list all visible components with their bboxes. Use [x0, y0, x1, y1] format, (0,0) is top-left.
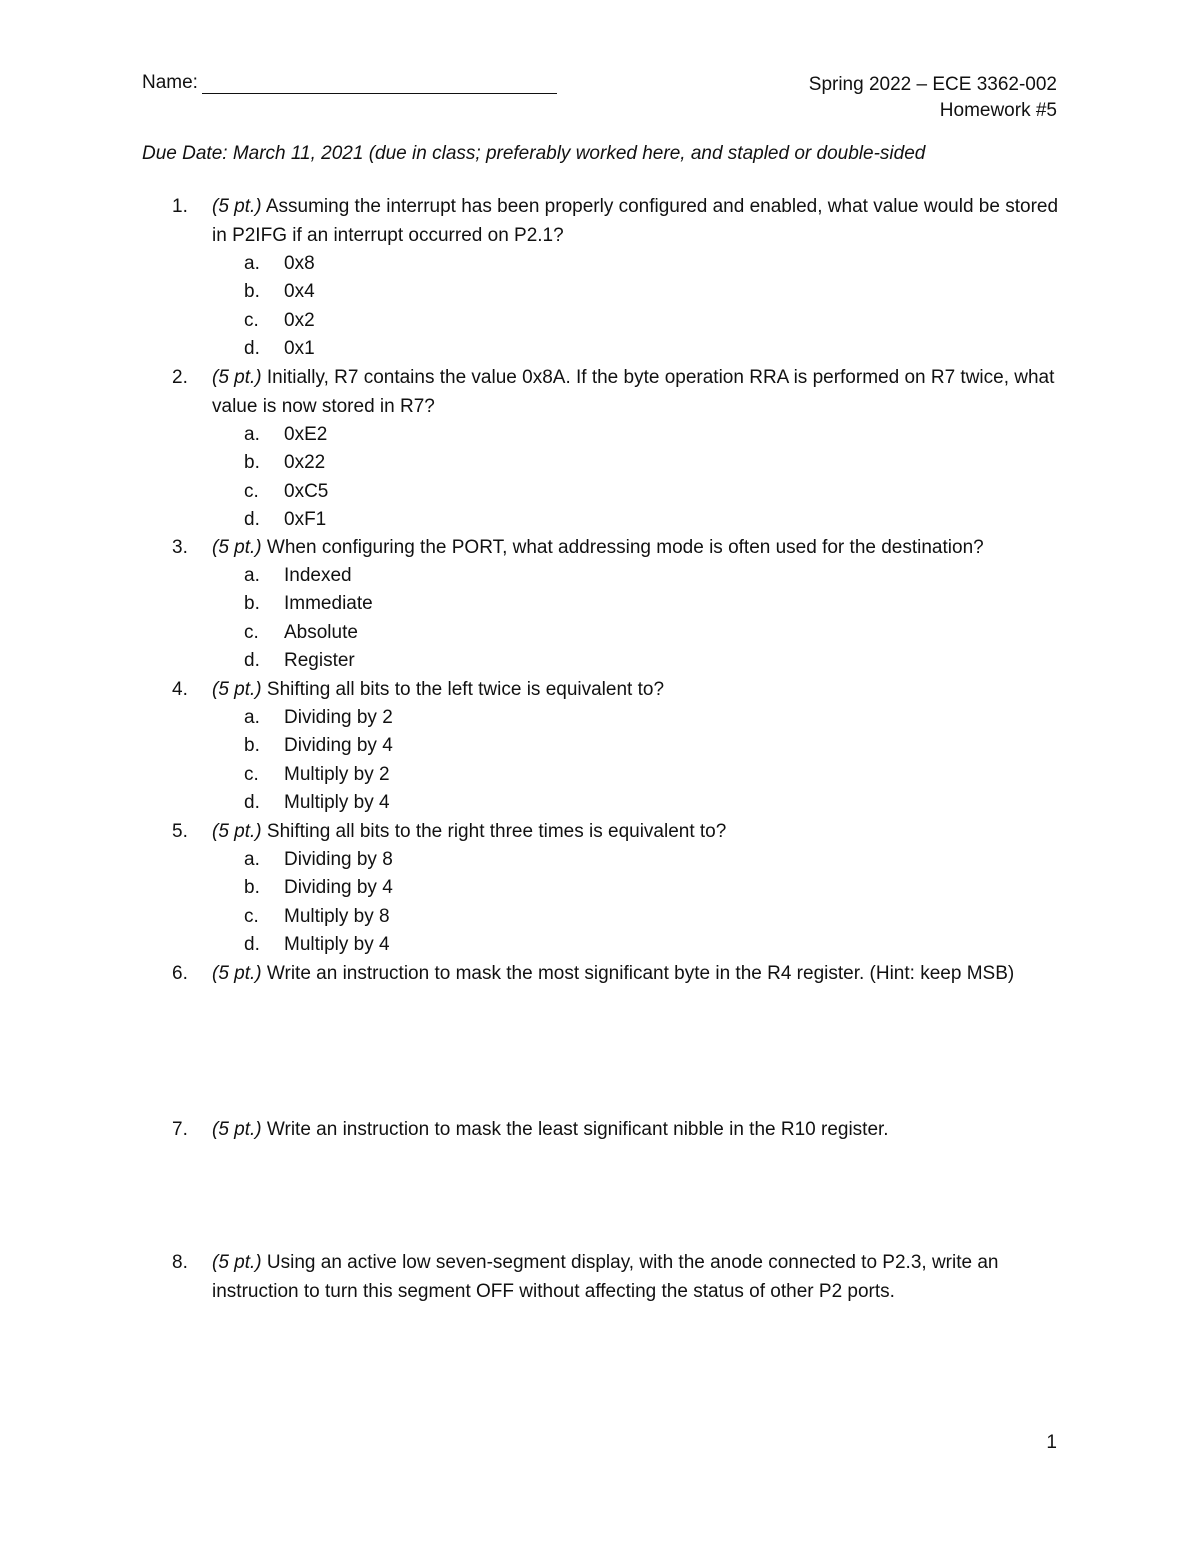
- name-blank-line: [202, 75, 557, 94]
- options-list: [172, 250, 1072, 363]
- option-text: Register: [284, 649, 355, 671]
- option-text: Multiply by 2: [284, 763, 390, 785]
- option-letter: c.: [244, 309, 259, 331]
- header-right: [809, 72, 1057, 124]
- question-points: (5 pt.): [212, 1119, 262, 1140]
- question-1: [172, 192, 1072, 363]
- options-list: [172, 562, 1072, 675]
- question-points: (5 pt.): [212, 367, 262, 388]
- option-letter: b.: [244, 593, 260, 615]
- question-body: Shifting all bits to the left twice is equivalent to?: [261, 679, 665, 700]
- question-2: [172, 363, 1072, 534]
- option-item: [172, 619, 1072, 647]
- options-list: [172, 421, 1072, 534]
- option-text: Immediate: [284, 593, 373, 615]
- question-points: (5 pt.): [212, 196, 262, 217]
- question-number: 2.: [172, 367, 188, 388]
- option-item: [172, 846, 1072, 874]
- option-item: [172, 562, 1072, 590]
- question-body: Assuming the interrupt has been properly configured and enabled, what value would be stored in P2IFG if an interrupt occurred on P2.1?: [212, 196, 1059, 246]
- question-body: Write an instruction to mask the least significant nibble in the R10 register.: [261, 1119, 889, 1140]
- option-letter: c.: [244, 621, 259, 643]
- question-body: Using an active low seven-segment display, with the anode connected to P2.3, write an instruction to turn this segment OFF without affecting the status of other P2 ports.: [212, 1252, 999, 1302]
- question-5: [172, 817, 1072, 959]
- option-item: [172, 421, 1072, 449]
- question-number: 3.: [172, 537, 188, 558]
- option-text: 0xE2: [284, 424, 328, 445]
- option-text: 0x4: [284, 281, 315, 303]
- option-letter: d.: [244, 933, 260, 955]
- question-number: 4.: [172, 679, 188, 700]
- option-letter: b.: [244, 735, 260, 757]
- option-text: Multiply by 4: [284, 933, 390, 955]
- option-letter: b.: [244, 877, 260, 899]
- question-number: 7.: [172, 1119, 188, 1140]
- question-8: [172, 1248, 1072, 1306]
- question-body: When configuring the PORT, what addressing mode is often used for the destination?: [261, 537, 984, 558]
- option-text: 0x2: [284, 309, 315, 331]
- option-text: 0xF1: [284, 508, 327, 530]
- option-item: [172, 761, 1072, 789]
- question-body: Initially, R7 contains the value 0x8A. If the byte operation RRA is performed on R7 twice, what value is now stored in R7?: [212, 367, 1055, 417]
- question-points: (5 pt.): [212, 537, 262, 558]
- question-points: (5 pt.): [212, 821, 262, 842]
- question-text: [212, 675, 1072, 704]
- option-item: [172, 278, 1072, 306]
- question-text: [212, 959, 1072, 988]
- due-date: Due Date: March 11, 2021 (due in class; preferably worked here, and stapled or double-sided: [142, 143, 926, 164]
- options-list: [172, 846, 1072, 959]
- option-letter: c.: [244, 480, 259, 502]
- option-item: [172, 789, 1072, 817]
- option-item: [172, 307, 1072, 335]
- question-text: [212, 1115, 1072, 1144]
- option-text: Dividing by 8: [284, 849, 393, 870]
- option-text: 0x8: [284, 253, 315, 274]
- option-item: [172, 903, 1072, 931]
- question-number: 5.: [172, 821, 188, 842]
- option-item: [172, 931, 1072, 959]
- question-7: [172, 1115, 1072, 1144]
- option-text: 0x22: [284, 452, 326, 474]
- option-letter: c.: [244, 905, 259, 927]
- options-list: [172, 704, 1072, 817]
- homework-title: Homework #5: [939, 100, 1057, 121]
- option-item: [172, 478, 1072, 506]
- question-points: (5 pt.): [212, 679, 262, 700]
- question-text: [212, 192, 1072, 250]
- option-text: Dividing by 2: [284, 707, 393, 728]
- option-letter: d.: [244, 337, 260, 359]
- option-text: 0x1: [284, 337, 315, 359]
- question-body: Shifting all bits to the right three times is equivalent to?: [261, 821, 727, 842]
- option-letter: a.: [244, 707, 260, 728]
- option-letter: c.: [244, 763, 259, 785]
- question-number: 6.: [172, 963, 188, 984]
- option-letter: b.: [244, 281, 260, 303]
- option-text: Absolute: [284, 621, 358, 643]
- course-title: Spring 2022 – ECE 3362-002: [808, 74, 1057, 95]
- name-field: [142, 72, 557, 94]
- name-label: Name:: [142, 72, 198, 93]
- question-points: (5 pt.): [212, 963, 262, 984]
- option-text: Indexed: [284, 565, 352, 586]
- option-text: Multiply by 4: [284, 791, 390, 813]
- option-text: Multiply by 8: [284, 905, 390, 927]
- option-item: [172, 449, 1072, 477]
- question-text: [212, 817, 1072, 846]
- question-body: Write an instruction to mask the most significant byte in the R4 register. (Hint: keep MSB): [261, 963, 1015, 984]
- question-3: [172, 533, 1072, 675]
- option-letter: d.: [244, 649, 260, 671]
- option-item: [172, 335, 1072, 363]
- option-letter: a.: [244, 849, 260, 870]
- option-letter: b.: [244, 452, 260, 474]
- page-number: 1: [1046, 1432, 1057, 1453]
- option-letter: a.: [244, 565, 260, 586]
- option-text: 0xC5: [284, 480, 329, 502]
- question-4: [172, 675, 1072, 817]
- question-text: [212, 363, 1072, 421]
- option-item: [172, 874, 1072, 902]
- option-text: Dividing by 4: [284, 735, 393, 757]
- option-item: [172, 647, 1072, 675]
- option-item: [172, 732, 1072, 760]
- option-item: [172, 590, 1072, 618]
- question-text: [212, 533, 1072, 562]
- question-6: [172, 959, 1072, 988]
- question-points: (5 pt.): [212, 1252, 262, 1273]
- option-letter: d.: [244, 791, 260, 813]
- option-item: [172, 250, 1072, 278]
- option-letter: a.: [244, 424, 260, 445]
- question-number: 8.: [172, 1252, 188, 1273]
- question-text: [212, 1248, 1072, 1306]
- option-letter: d.: [244, 508, 260, 530]
- option-letter: a.: [244, 253, 260, 274]
- option-text: Dividing by 4: [284, 877, 393, 899]
- option-item: [172, 704, 1072, 732]
- question-number: 1.: [172, 196, 188, 217]
- option-item: [172, 506, 1072, 534]
